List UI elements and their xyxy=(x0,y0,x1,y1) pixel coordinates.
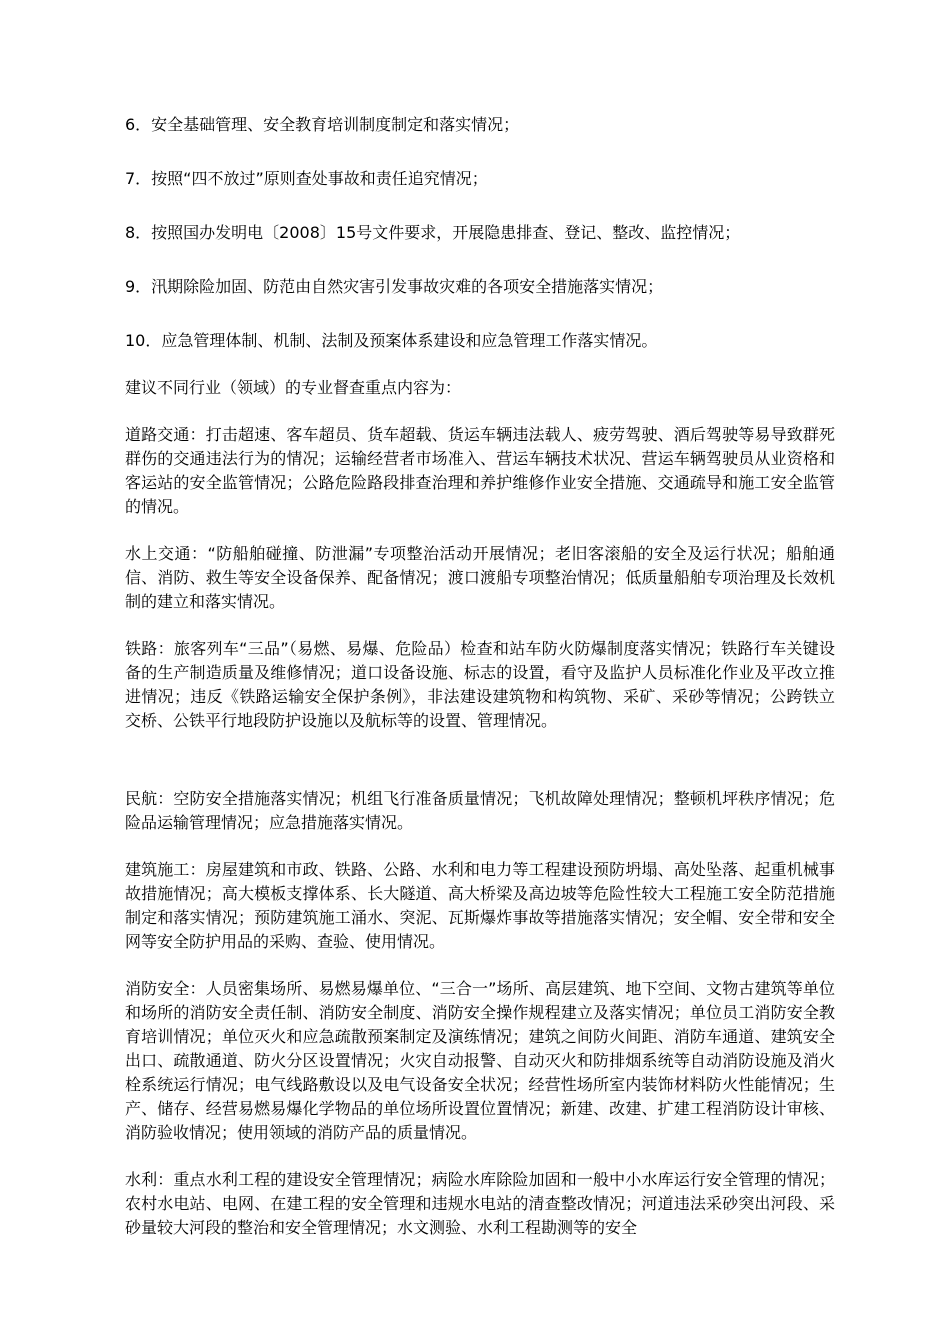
item-6: 6．安全基础管理、安全教育培训制度制定和落实情况； xyxy=(125,115,520,134)
road-traffic-paragraph: 道路交通：打击超速、客车超员、货车超载、货运车辆违法载人、疲劳驾驶、酒后驾驶等易导致群死群伤的交通违法行为的情况；运输经营者市场准入、营运车辆技术状况、营运车辆驾驶员从业资格和客运站的安全监管情况；公路危险路段排查治理和养护维修作业安全措施、交通疏导和施工安全监管的情况。 xyxy=(125,425,835,516)
water-conservancy-paragraph: 水利：重点水利工程的建设安全管理情况；病险水库除险加固和一般中小水库运行安全管理的情况；农村水电站、电网、在建工程的安全管理和违规水电站的清查整改情况；河道违法采砂突出河段、采砂量较大河段的整治和安全管理情况；水文测验、水利工程勘测等的安全 xyxy=(125,1170,835,1237)
intro-line: 建议不同行业（领域）的专业督查重点内容为： xyxy=(125,378,462,397)
item-10: 10．应急管理体制、机制、法制及预案体系建设和应急管理工作落实情况。 xyxy=(125,331,658,350)
item-9: 9．汛期除险加固、防范由自然灾害引发事故灾难的各项安全措施落实情况； xyxy=(125,277,664,296)
fire-safety-paragraph: 消防安全：人员密集场所、易燃易爆单位、“三合一”场所、高层建筑、地下空间、文物古建筑等单位和场所的消防安全责任制、消防安全制度、消防安全操作规程建立及落实情况；单位员工消防安全教育培训情况；单位灭火和应急疏散预案制定及演练情况；建筑之间防火间距、消防车通道、建筑安全出口、疏散通道、防火分区设置情况；火灾自动报警、自动灭火和防排烟系统等自动消防设施及消火栓系统运行情况；电气线路敷设以及电气设备安全状况；经营性场所室内装饰材料防火性能情况；生产、储存、经营易燃易爆化学物品的单位场所设置位置情况；新建、改建、扩建工程消防设计审核、消防验收情况；使用领域的消防产品的质量情况。 xyxy=(125,979,835,1142)
item-8: 8．按照国办发明电〔2008〕15号文件要求，开展隐患排查、登记、整改、监控情况； xyxy=(125,223,741,242)
water-traffic-paragraph: 水上交通：“防船舶碰撞、防泄漏”专项整治活动开展情况；老旧客滚船的安全及运行状况；船舶通信、消防、救生等安全设备保养、配备情况；渡口渡船专项整治情况；低质量船舶专项治理及长效机制的建立和落实情况。 xyxy=(125,544,835,611)
construction-paragraph: 建筑施工：房屋建筑和市政、铁路、公路、水利和电力等工程建设预防坍塌、高处坠落、起重机械事故措施情况；高大模板支撑体系、长大隧道、高大桥梁及高边坡等危险性较大工程施工安全防范措施制定和落实情况；预防建筑施工涌水、突泥、瓦斯爆炸事故等措施落实情况；安全帽、安全带和安全网等安全防护用品的采购、查验、使用情况。 xyxy=(125,860,835,951)
document-page xyxy=(125,113,835,1240)
railway-paragraph: 铁路：旅客列车“三品”（易燃、易爆、危险品）检查和站车防火防爆制度落实情况；铁路行车关键设备的生产制造质量及维修情况；道口设备设施、标志的设置，看守及监护人员标准化作业及平改立推进情况；违反《铁路运输安全保护条例》，非法建设建筑物和构筑物、采矿、采砂等情况；公跨铁立交桥、公铁平行地段防护设施以及航标等的设置、管理情况。 xyxy=(125,639,835,730)
aviation-paragraph: 民航：空防安全措施落实情况；机组飞行准备质量情况；飞机故障处理情况；整顿机坪秩序情况；危险品运输管理情况；应急措施落实情况。 xyxy=(125,789,835,832)
item-7: 7．按照“四不放过”原则查处事故和责任追究情况； xyxy=(125,169,488,188)
